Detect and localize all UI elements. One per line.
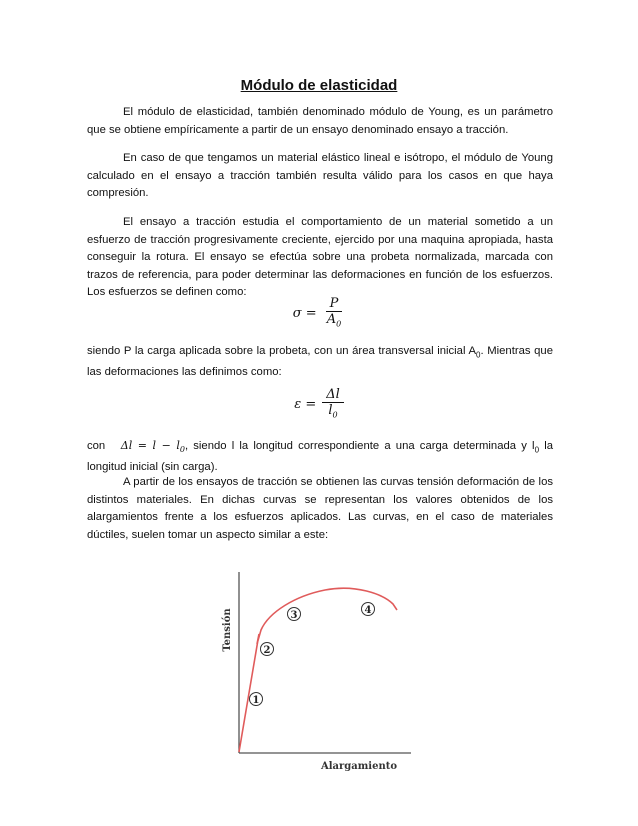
paragraph-2-text: En caso de que tengamos un material elástico lineal e isótropo, el módulo de Young calculado en el ensayo a tracción también resulta válido para los casos en que haya compresión. xyxy=(87,152,553,200)
strain-denominator: l xyxy=(328,403,333,418)
marker-3 xyxy=(288,608,301,622)
marker-4-label: 4 xyxy=(364,605,372,616)
paragraph-5 xyxy=(87,437,553,476)
y-axis-label: Tensión xyxy=(222,608,233,652)
paragraph-1-text: El módulo de elasticidad, también denominado módulo de Young, es un parámetro que se obtiene empíricamente a partir de un ensayo denominado ensayo a tracción. xyxy=(87,106,553,136)
strain-formula xyxy=(0,387,638,423)
stress-formula xyxy=(0,296,638,332)
stress-denominator: A xyxy=(326,312,337,327)
paragraph-1 xyxy=(87,104,553,139)
x-axis-label: Alargamiento xyxy=(320,761,398,772)
paragraph-2 xyxy=(87,150,553,203)
marker-2 xyxy=(261,643,274,657)
paragraph-4-text-b: . Mientras que las deformaciones las definimos como: xyxy=(87,345,553,378)
paragraph-3-text: El ensayo a tracción estudia el comportamiento de un material sometido a un esfuerzo de tracción progresivamente creciente, ejercido por una maquina apropiada, hasta conseguir la rotura. El ensayo se efectúa sobre una probeta normalizada, marcada con trazos de referencia, para poder determinar las deformaciones en función de los esfuerzos. Los esfuerzos se definen como: xyxy=(87,216,553,299)
paragraph-4-text-a: siendo P la carga aplicada sobre la probeta, con un área transversal inicial A xyxy=(87,345,476,357)
stress-symbol: σ = xyxy=(292,306,317,322)
page-title: Módulo de elasticidad xyxy=(240,77,398,94)
marker-1 xyxy=(250,693,263,707)
strain-denominator-sub: 0 xyxy=(332,410,338,420)
stress-numerator: P xyxy=(326,296,343,312)
marker-3-label: 3 xyxy=(290,610,298,621)
paragraph-6 xyxy=(87,474,553,544)
marker-4 xyxy=(362,603,375,617)
marker-2-label: 2 xyxy=(263,645,271,656)
paragraph-5-sub: 0 xyxy=(534,445,540,455)
paragraph-5-text-b: , siendo l la longitud correspondiente a una carga determinada y l xyxy=(184,440,535,452)
paragraph-5-text-a: con xyxy=(87,440,106,452)
paragraph-4 xyxy=(87,343,553,381)
stress-denominator-sub: 0 xyxy=(336,319,342,329)
paragraph-5-text-c: la longitud inicial (sin carga). xyxy=(87,440,553,473)
elongation-formula-text: Δl = l − l xyxy=(120,439,180,452)
elongation-formula-sub: 0 xyxy=(179,445,185,455)
strain-symbol: ε = xyxy=(294,397,317,413)
elongation-formula xyxy=(120,439,185,455)
marker-1-label: 1 xyxy=(252,695,260,706)
stress-strain-svg xyxy=(215,568,415,773)
strain-numerator: Δl xyxy=(322,387,344,403)
paragraph-3 xyxy=(87,214,553,302)
paragraph-4-sub: 0 xyxy=(476,350,481,360)
stress-strain-diagram xyxy=(215,568,415,773)
paragraph-6-text: A partir de los ensayos de tracción se obtienen las curvas tensión deformación de los distintos materiales. En dichas curvas se representan los valores obtenidos de los alargamientos frente a los esfuerzos aplicados. Las curvas, en el caso de materiales dúctiles, suelen tomar un aspecto similar a este: xyxy=(87,476,553,541)
